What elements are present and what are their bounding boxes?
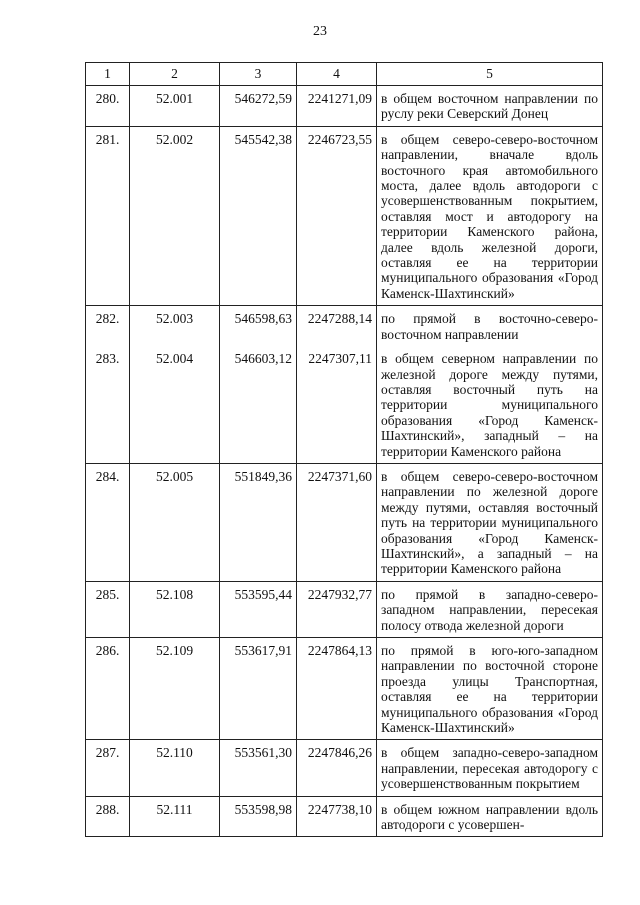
- coordinate-y: 2247864,13: [297, 638, 377, 740]
- page-number: 23: [313, 24, 327, 39]
- coordinate-x: 553595,44: [220, 581, 297, 637]
- point-id: 52.003: [130, 306, 220, 346]
- row-number: 286.: [86, 638, 130, 740]
- table-row: [86, 740, 603, 796]
- boundary-description: в общем северо-северо-восточном направлении по железной дороге между путями, оставляя восточный путь на территории муниципального образования «Город Каменск-Шахтинский», а западный – на территории Каменского района: [377, 463, 603, 581]
- coordinate-y: 2241271,09: [297, 86, 377, 127]
- coordinate-y: 2247932,77: [297, 581, 377, 637]
- row-number: 284.: [86, 463, 130, 581]
- table-header-row: [86, 63, 603, 86]
- point-id: 52.110: [130, 740, 220, 796]
- table-row: [86, 306, 603, 346]
- table-row: [86, 86, 603, 127]
- boundary-description: в общем северном направлении по железной дороге между путями, оставляя восточный путь на территории муниципального образования «Город Каменск-Шахтинский», западный – на территории Каменского района: [377, 346, 603, 463]
- coordinate-y: 2246723,55: [297, 126, 377, 305]
- boundary-description: по прямой в западно-северо-западном направлении, пересекая полосу отвода железной дороги: [377, 581, 603, 637]
- coordinate-y: 2247307,11: [297, 346, 377, 463]
- boundary-description: по прямой в восточно-северо-восточном направлении: [377, 306, 603, 346]
- column-header: 4: [297, 63, 377, 86]
- point-id: 52.111: [130, 796, 220, 837]
- coordinate-y: 2247288,14: [297, 306, 377, 346]
- coordinate-x: 553561,30: [220, 740, 297, 796]
- coordinate-x: 546272,59: [220, 86, 297, 127]
- point-id: 52.108: [130, 581, 220, 637]
- coordinate-x: 546598,63: [220, 306, 297, 346]
- point-id: 52.001: [130, 86, 220, 127]
- coordinate-x: 545542,38: [220, 126, 297, 305]
- column-header: 3: [220, 63, 297, 86]
- coordinate-y: 2247846,26: [297, 740, 377, 796]
- boundary-description: в общем восточном направлении по руслу реки Северский Донец: [377, 86, 603, 127]
- coordinate-y: 2247371,60: [297, 463, 377, 581]
- column-header: 1: [86, 63, 130, 86]
- boundary-description: в общем западно-северо-западном направлении, пересекая автодорогу с усовершенствованным покрытием: [377, 740, 603, 796]
- row-number: 280.: [86, 86, 130, 127]
- row-number: 283.: [86, 346, 130, 463]
- coordinate-x: 551849,36: [220, 463, 297, 581]
- column-header: 5: [377, 63, 603, 86]
- boundary-description: по прямой в юго-юго-западном направлении по восточной стороне проезда улицы Транспортная, оставляя ее на территории муниципального образования «Город Каменск-Шахтинский»: [377, 638, 603, 740]
- row-number: 281.: [86, 126, 130, 305]
- table-row: [86, 638, 603, 740]
- table-row: [86, 346, 603, 463]
- boundary-description: в общем северо-северо-восточном направлении, вначале вдоль восточного края автомобильного моста, далее вдоль автодороги с усовершенствованным покрытием, оставляя мост и автодорогу на территории Каменского района, далее вдоль железной дороги, оставляя ее на территории муниципального образования «Город Каменск-Шахтинский»: [377, 126, 603, 305]
- row-number: 287.: [86, 740, 130, 796]
- row-number: 288.: [86, 796, 130, 837]
- boundary-coordinates-table: [85, 62, 603, 837]
- coordinate-x: 553617,91: [220, 638, 297, 740]
- table-row: [86, 463, 603, 581]
- table-row: [86, 796, 603, 837]
- row-number: 285.: [86, 581, 130, 637]
- coordinate-y: 2247738,10: [297, 796, 377, 837]
- table-row: [86, 581, 603, 637]
- point-id: 52.005: [130, 463, 220, 581]
- row-number: 282.: [86, 306, 130, 346]
- column-header: 2: [130, 63, 220, 86]
- coordinate-x: 546603,12: [220, 346, 297, 463]
- point-id: 52.004: [130, 346, 220, 463]
- table-row: [86, 126, 603, 305]
- point-id: 52.002: [130, 126, 220, 305]
- boundary-description: в общем южном направлении вдоль автодороги с усовершен-: [377, 796, 603, 837]
- coordinate-x: 553598,98: [220, 796, 297, 837]
- point-id: 52.109: [130, 638, 220, 740]
